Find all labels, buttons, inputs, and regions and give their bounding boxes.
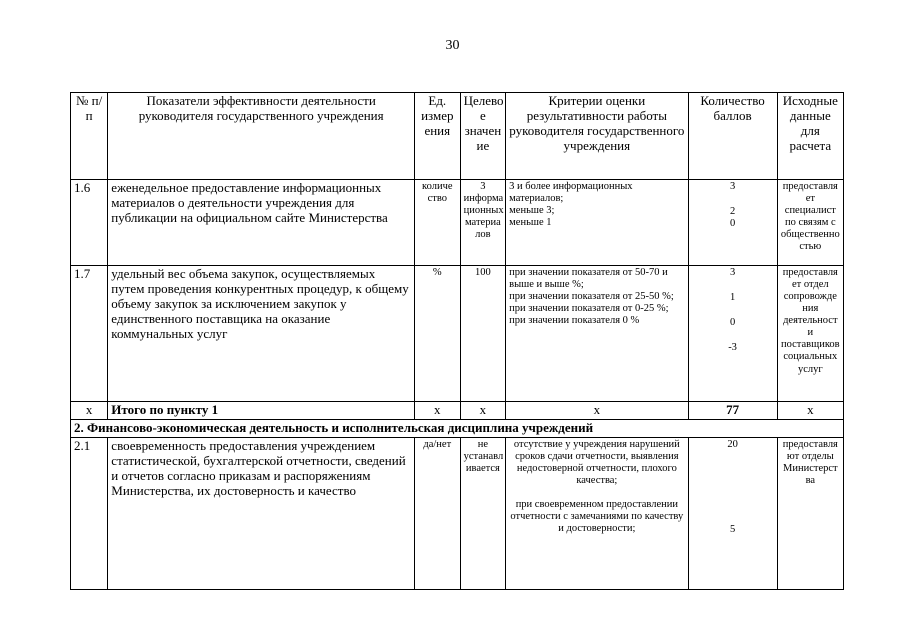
section-title: 2. Финансово-экономическая деятельность и исполнительская дисциплина учреждений	[71, 419, 844, 437]
row-source: предоставля ют отделы Министерст ва	[777, 437, 843, 589]
row-source: предоставля ет специалист по связям с общественно стью	[777, 180, 843, 266]
header-indicator: Показатели эффективности деятельности руководителя государственного учреждения	[108, 93, 415, 180]
header-num: № п/п	[71, 93, 108, 180]
row-indicator: удельный вес объема закупок, осуществляемых путем проведения конкурентных процедур, к общему объему закупок за исключением закупок у единственного поставщика на оказание коммунальных услуг	[108, 266, 415, 402]
row-criteria	[506, 180, 688, 266]
points-value: 3	[729, 267, 736, 278]
row-num: 2.1	[71, 437, 108, 589]
total-source: x	[777, 402, 843, 420]
criterion: при значении показателя от 25-50 %;	[509, 291, 674, 303]
criterion: при значении показателя от 0-25 %;	[509, 303, 669, 315]
section-header-row	[71, 419, 844, 437]
row-points	[688, 180, 777, 266]
points-value: -3	[728, 342, 737, 354]
row-target: 100	[460, 266, 506, 402]
total-criteria: x	[506, 402, 688, 420]
header-criteria: Критерии оценки результативности работы руководителя государственного учреждения	[506, 93, 688, 180]
points-value: 0	[729, 317, 736, 329]
criterion: при значении показателя от 50-70 и выше и выше %;	[509, 267, 668, 291]
criterion: отсутствие у учреждения нарушений сроков сдачи отчетности, выявления недостоверной отчетности, плохого качества;	[513, 438, 680, 487]
row-num: 1.6	[71, 180, 108, 266]
header-points: Количество баллов	[688, 93, 777, 180]
total-row	[71, 402, 844, 420]
points-value: 2	[729, 206, 736, 218]
points-value: 0	[729, 218, 736, 230]
row-indicator: еженедельное предоставление информационных материалов о деятельности учреждения для публикации на официальном сайте Министерства	[108, 180, 415, 266]
row-unit: количе ство	[415, 180, 461, 266]
points-value: 3	[729, 181, 736, 192]
total-num: x	[71, 402, 108, 420]
table-header-row	[71, 93, 844, 180]
row-criteria	[506, 266, 688, 402]
criterion: при значении показателя 0 %	[509, 315, 640, 327]
header-target: Целево е значен ие	[460, 93, 506, 180]
total-unit: x	[415, 402, 461, 420]
table-row	[71, 437, 844, 589]
row-target: 3 информа ционных материа лов	[460, 180, 506, 266]
row-criteria	[506, 437, 688, 589]
points-value: 20	[727, 438, 738, 450]
row-points	[688, 437, 777, 589]
row-unit: %	[415, 266, 461, 402]
table-row	[71, 180, 844, 266]
criterion: меньше 1	[509, 217, 552, 229]
total-target: x	[460, 402, 506, 420]
row-target: не устанавл ивается	[460, 437, 506, 589]
points-value: 1	[729, 292, 736, 304]
total-label: Итого по пункту 1	[108, 402, 415, 420]
total-points: 77	[688, 402, 777, 420]
criterion: 3 и более информационных материалов;	[509, 181, 633, 205]
row-points	[688, 266, 777, 402]
row-source: предоставля ет отдел сопровожде ния деятельност и поставщиков социальных услуг	[777, 266, 843, 402]
row-indicator: своевременность предоставления учреждением статистической, бухгалтерской отчетности, сведений и отчетов согласно приказам и распоряжениям Министерства, их достоверность и качество	[108, 437, 415, 589]
page-number: 30	[445, 38, 460, 53]
performance-indicators-table	[70, 92, 844, 590]
points-value: 5	[729, 523, 736, 535]
table-row	[71, 266, 844, 402]
row-unit: да/нет	[415, 437, 461, 589]
criterion: меньше 3;	[509, 205, 555, 217]
criterion: при своевременном предоставлении отчетности с замечаниями по качеству и достоверности;	[510, 499, 684, 535]
header-source: Исходные данные для расчета	[777, 93, 843, 180]
header-unit: Ед. измер ения	[415, 93, 461, 180]
row-num: 1.7	[71, 266, 108, 402]
